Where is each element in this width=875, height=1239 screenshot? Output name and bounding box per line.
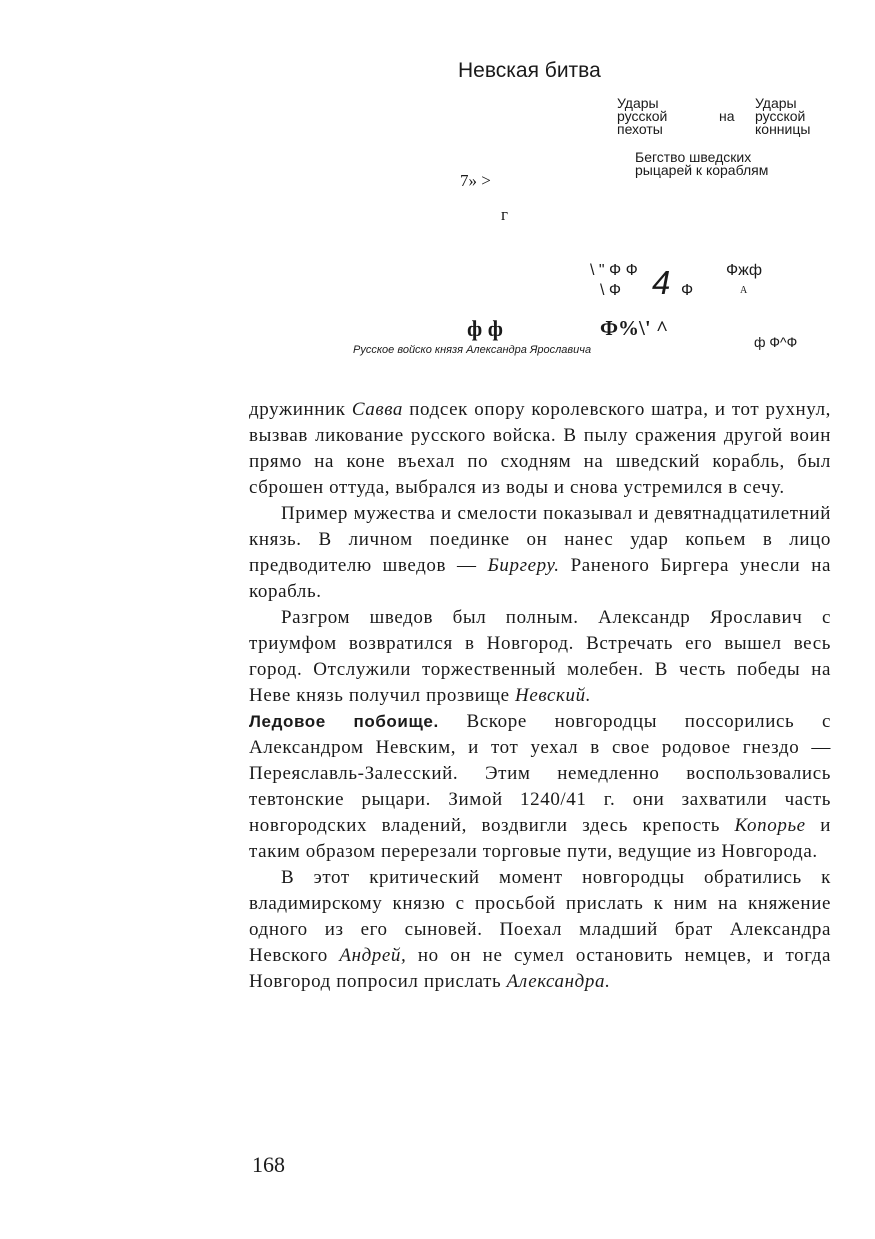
- paragraph: [249, 501, 831, 605]
- paragraph: [249, 709, 831, 865]
- map-title: Невская битва: [458, 59, 601, 82]
- page-number: 168: [252, 1152, 285, 1177]
- map-fragment: ф ф: [467, 316, 503, 341]
- label-cavalry-strikes: Удары русской конницы: [755, 95, 811, 137]
- text-run: Вскоре новгородцы поссорились с Александром Невским, и тот уехал в свое родовое гнездо — Переяславль-Залесский. Этим немедленно воспользовались тевтонские рыцари. Зимой 1240/41 г. они захватили часть новгородских владений, воздвигли здесь крепость: [249, 711, 831, 836]
- paragraph: [249, 605, 831, 709]
- label-swedish-retreat: Бегство шведских рыцарей к кораблям: [635, 149, 769, 178]
- text-run-italic: Биргеру.: [487, 555, 560, 576]
- map-fragment: Фжф: [726, 262, 763, 279]
- text-run-italic: Андрей,: [339, 945, 407, 966]
- map-fragment: ф Ф^Ф: [754, 334, 798, 350]
- text-run-italic: Копорье: [734, 815, 806, 836]
- text-run: Раненого Биргера унесли на корабль.: [249, 555, 831, 602]
- section-heading: Ледовое побоище.: [249, 712, 439, 731]
- text-run: Разгром шведов был полным. Александр Ярославич с триумфом возвратился в Новгород. Встречать его вышел весь город. Отслужили торжественный молебен. В честь победы на Неве князь получил прозвище: [249, 607, 831, 706]
- map-fragment: 7» >: [460, 171, 491, 190]
- text-run: но он не сумел остановить немцев, и тогда Новгород попросил прислать: [249, 945, 831, 992]
- map-fragment: А: [740, 285, 748, 296]
- map-fragment: г: [501, 205, 508, 224]
- map-fragment: Ф: [681, 282, 694, 299]
- body-text: [249, 397, 831, 995]
- text-run-italic: Невский.: [515, 685, 592, 706]
- text-run-italic: Александра.: [506, 971, 611, 992]
- text-run-italic: Савва: [351, 399, 404, 420]
- map-fragment: 4: [652, 264, 671, 301]
- text-run: Пример мужества и смелости показывал и девятнадцатилетний князь. В личном поединке он нанес удар копьем в лицо предводителю шведов —: [249, 503, 831, 576]
- paragraph: [249, 865, 831, 995]
- label-na: на: [719, 108, 735, 124]
- text-run: В этот критический момент новгородцы обратились к владимирскому князю с просьбой прислать к ним на княжение одного из его сыновей. Поехал младший брат Александра Невского: [249, 867, 831, 966]
- map-caption: Русское войско князя Александра Ярославича: [353, 344, 592, 356]
- map-fragment: \ Ф: [600, 282, 622, 299]
- map-fragment: \ " Ф Ф: [590, 262, 638, 279]
- text-run: подсек опору королевского шатра, и тот рухнул, вызвав ликование русского войска. В пылу сражения другой воин прямо на коне въехал по сходням на шведский корабль, был сброшен оттуда, выбрался из воды и снова устремился в сечу.: [249, 399, 832, 498]
- map-fragment: Ф%\' ^: [600, 316, 669, 340]
- paragraph: [249, 397, 831, 501]
- text-run: и таким образом перерезали торговые пути, ведущие из Новгорода.: [249, 815, 832, 862]
- label-infantry-strikes: Удары русской пехоты: [617, 95, 668, 137]
- text-run: дружинник: [249, 399, 352, 420]
